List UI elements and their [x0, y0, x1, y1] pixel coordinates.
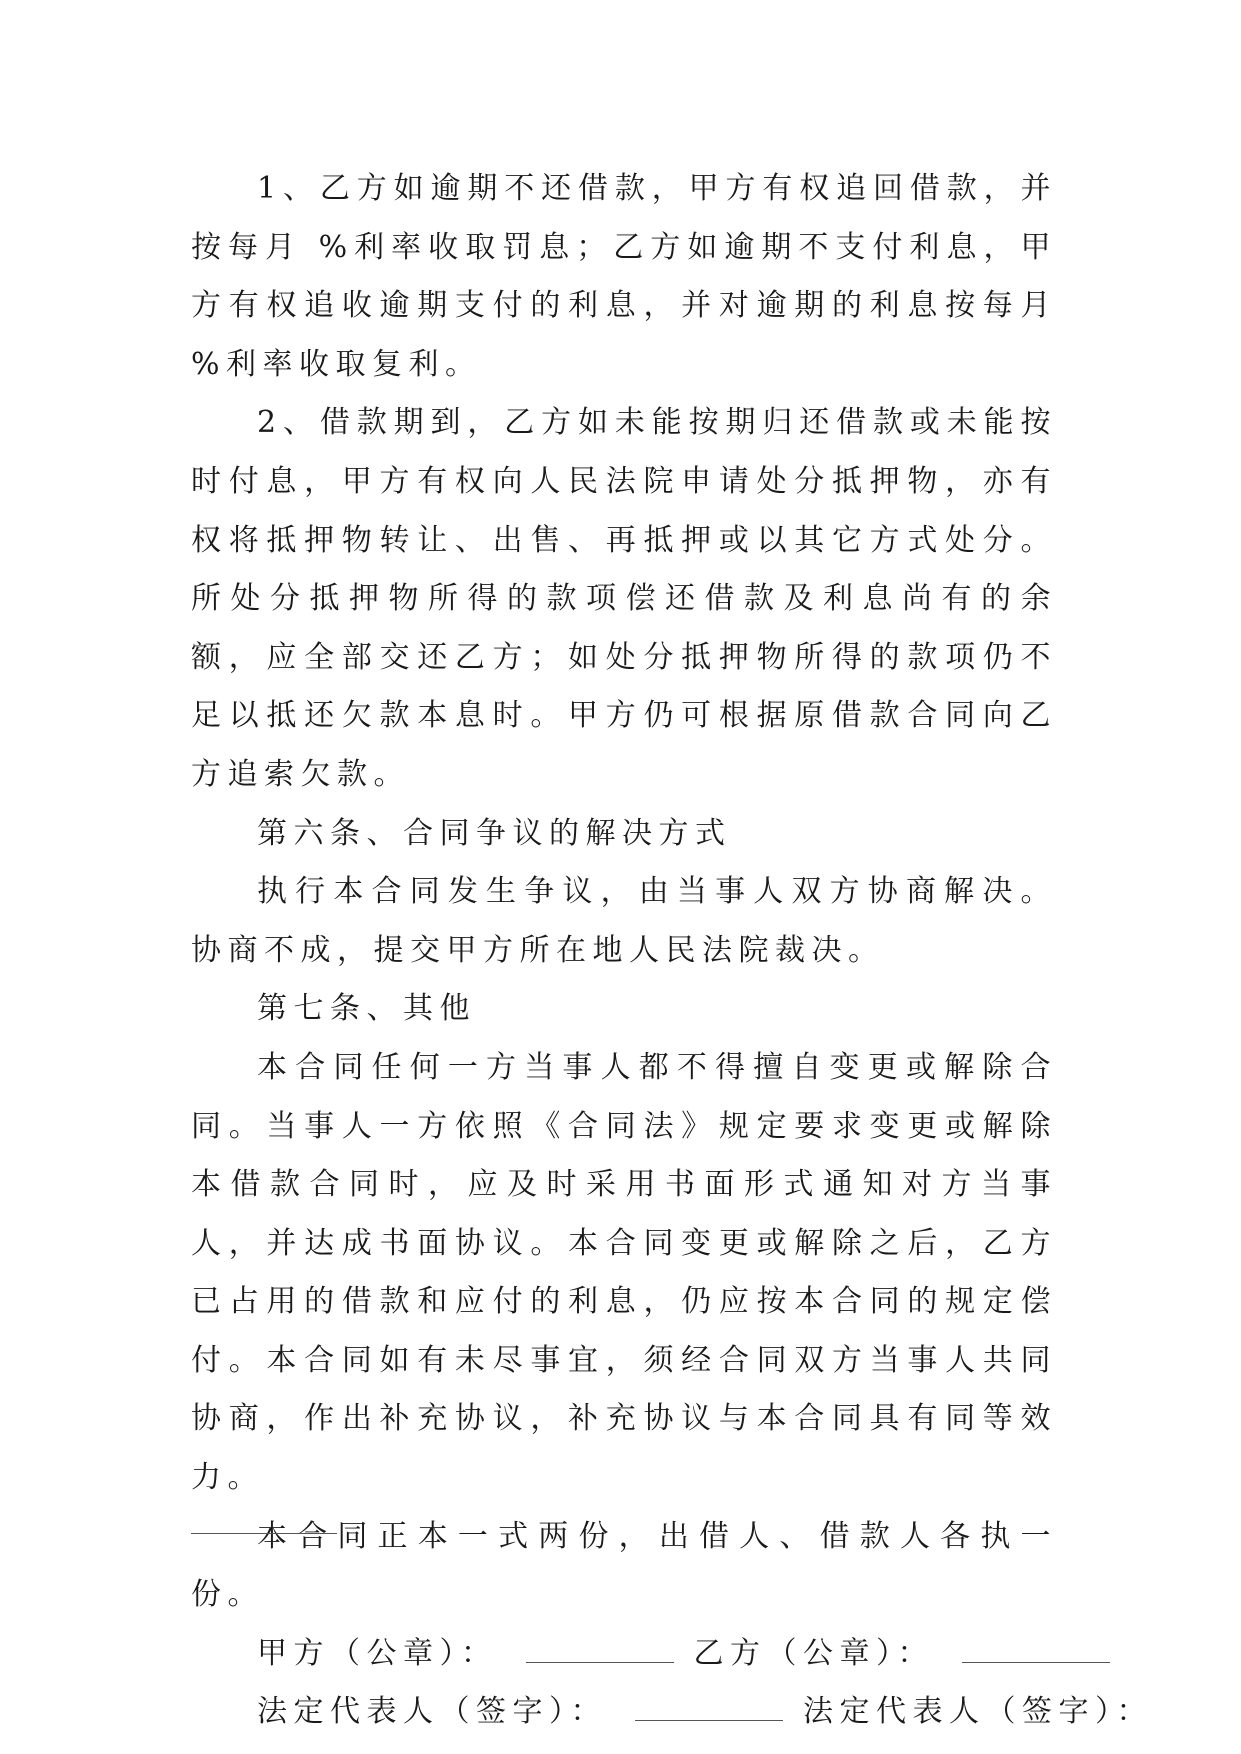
legal-rep-b-blank[interactable]	[191, 1533, 337, 1534]
article-6-heading: 第六条、合同争议的解决方式	[257, 815, 732, 851]
party-a-seal-blank[interactable]	[526, 1640, 674, 1663]
seal-row	[191, 1625, 1057, 1684]
legal-rep-row	[191, 1683, 1153, 1742]
article-7-heading: 第七条、其他	[257, 991, 476, 1027]
legal-rep-a-blank[interactable]	[635, 1698, 783, 1721]
party-b-seal-blank[interactable]	[962, 1640, 1110, 1663]
article-6-body: 执行本合同发生争议，由当事人双方协商解决。协商不成，提交甲方所在地人民法院裁决。	[191, 874, 1057, 968]
document-body	[191, 160, 1153, 1742]
party-a-seal-label: 甲方（公章）：	[257, 1635, 498, 1671]
party-b-seal-label: 乙方（公章）：	[693, 1635, 934, 1671]
copies-statement: 本合同正本一式两份，出借人、借款人各执一份。	[191, 1518, 1057, 1613]
article-7-body: 本合同任何一方当事人都不得擅自变更或解除合同。当事人一方依照《合同法》规定要求变更或解除本借款合同时，应及时采用书面形式通知对方当事人，并达成书面协议。本合同变更或解除之后，乙方已占用的借款和应付的利息，仍应按本合同的规定偿付。本合同如有未尽事宜，须经合同双方当事人共同协商，作出补充协议，补充协议与本合同具有同等效力。	[191, 1049, 1057, 1496]
legal-rep-a-label: 法定代表人（签字）：	[257, 1694, 607, 1730]
legal-rep-b-label: 法定代表人（签字）：	[803, 1694, 1153, 1730]
clause-2-collateral-disposal: 2、借款期到，乙方如未能按期归还借款或未能按时付息，甲方有权向人民法院申请处分抵押物，亦有权将抵押物转让、出售、再抵押或以其它方式处分。所处分抵押物所得的款项偿还借款及利息尚有的余额，应全部交还乙方；如处分抵押物所得的款项仍不足以抵还欠款本息时。甲方仍可根据原借款合同向乙方追索欠款。	[191, 405, 1057, 792]
clause-1-overdue-penalty: 1、乙方如逾期不还借款，甲方有权追回借款，并按每月 %利率收取罚息；乙方如逾期不支付利息，甲方有权追收逾期支付的利息，并对逾期的利息按每月 %利率收取复利。	[191, 171, 1057, 382]
